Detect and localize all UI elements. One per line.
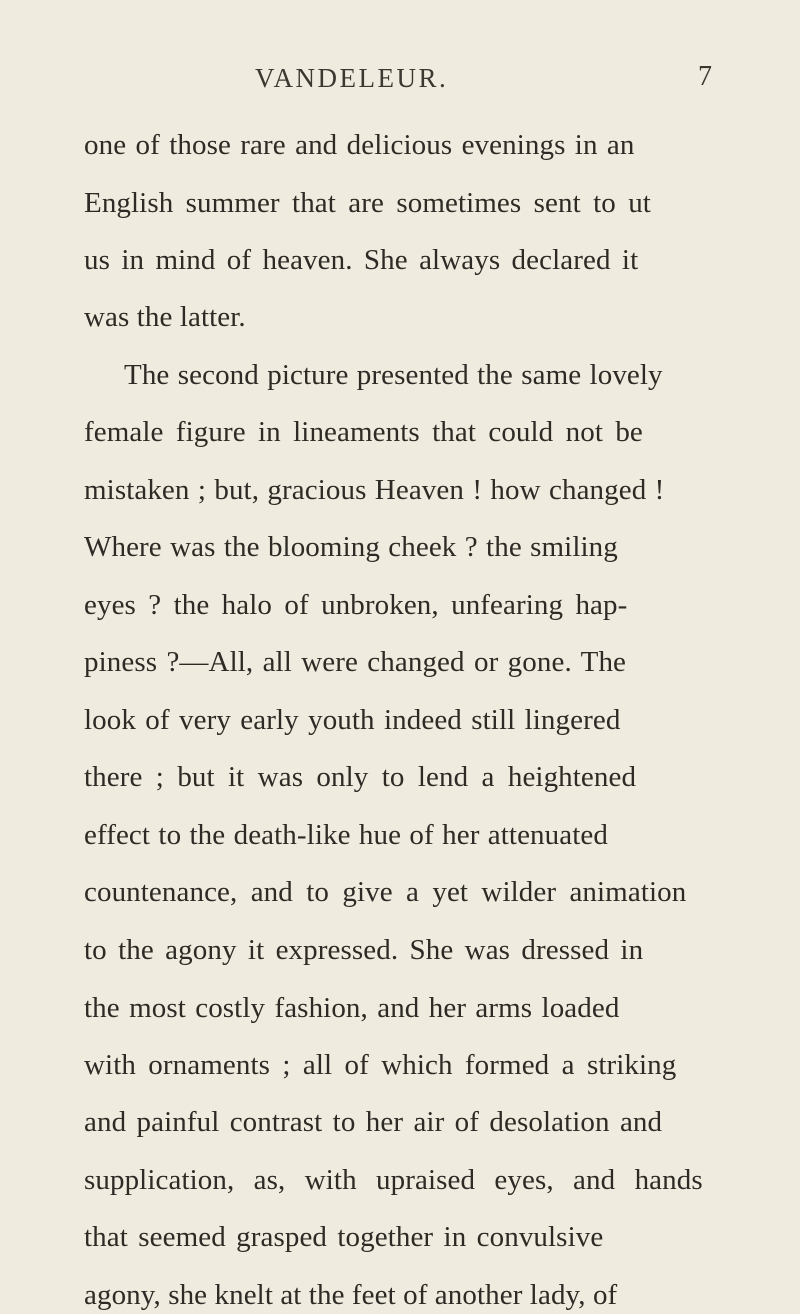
body-text-line: supplication, as, with upraised eyes, and hands	[84, 1164, 703, 1196]
body-text-line: English summer that are sometimes sent to ut	[84, 187, 651, 219]
page-number: 7	[698, 61, 712, 92]
running-header-title: VANDELEUR.	[255, 63, 449, 93]
body-text-line: mistaken ; but, gracious Heaven ! how changed !	[84, 474, 665, 506]
body-text-line: countenance, and to give a yet wilder animation	[84, 876, 687, 908]
body-text-line: the most costly fashion, and her arms loaded	[84, 992, 620, 1024]
body-text-line: was the latter.	[84, 301, 246, 333]
body-text-line: there ; but it was only to lend a heightened	[84, 761, 637, 793]
body-text-line: piness ?—All, all were changed or gone. The	[84, 646, 627, 678]
body-text-line: agony, she knelt at the feet of another lady, of	[84, 1279, 618, 1311]
paragraph-start-line: The second picture presented the same lovely	[124, 359, 663, 391]
body-text-line: and painful contrast to her air of desolation and	[84, 1106, 663, 1138]
body-text-line: that seemed grasped together in convulsive	[84, 1221, 604, 1253]
body-text-line: effect to the death-like hue of her attenuated	[84, 819, 608, 851]
body-text-line: to the agony it expressed. She was dressed in	[84, 934, 644, 966]
body-text-line: us in mind of heaven. She always declared it	[84, 244, 639, 276]
body-text-line: look of very early youth indeed still lingered	[84, 704, 621, 736]
body-text-line: female figure in lineaments that could not be	[84, 416, 643, 448]
body-text-line: with ornaments ; all of which formed a striking	[84, 1049, 677, 1081]
body-text-line: Where was the blooming cheek ? the smiling	[84, 531, 618, 563]
body-text-line: eyes ? the halo of unbroken, unfearing hap-	[84, 589, 628, 621]
body-text-line: one of those rare and delicious evenings in an	[84, 129, 635, 161]
